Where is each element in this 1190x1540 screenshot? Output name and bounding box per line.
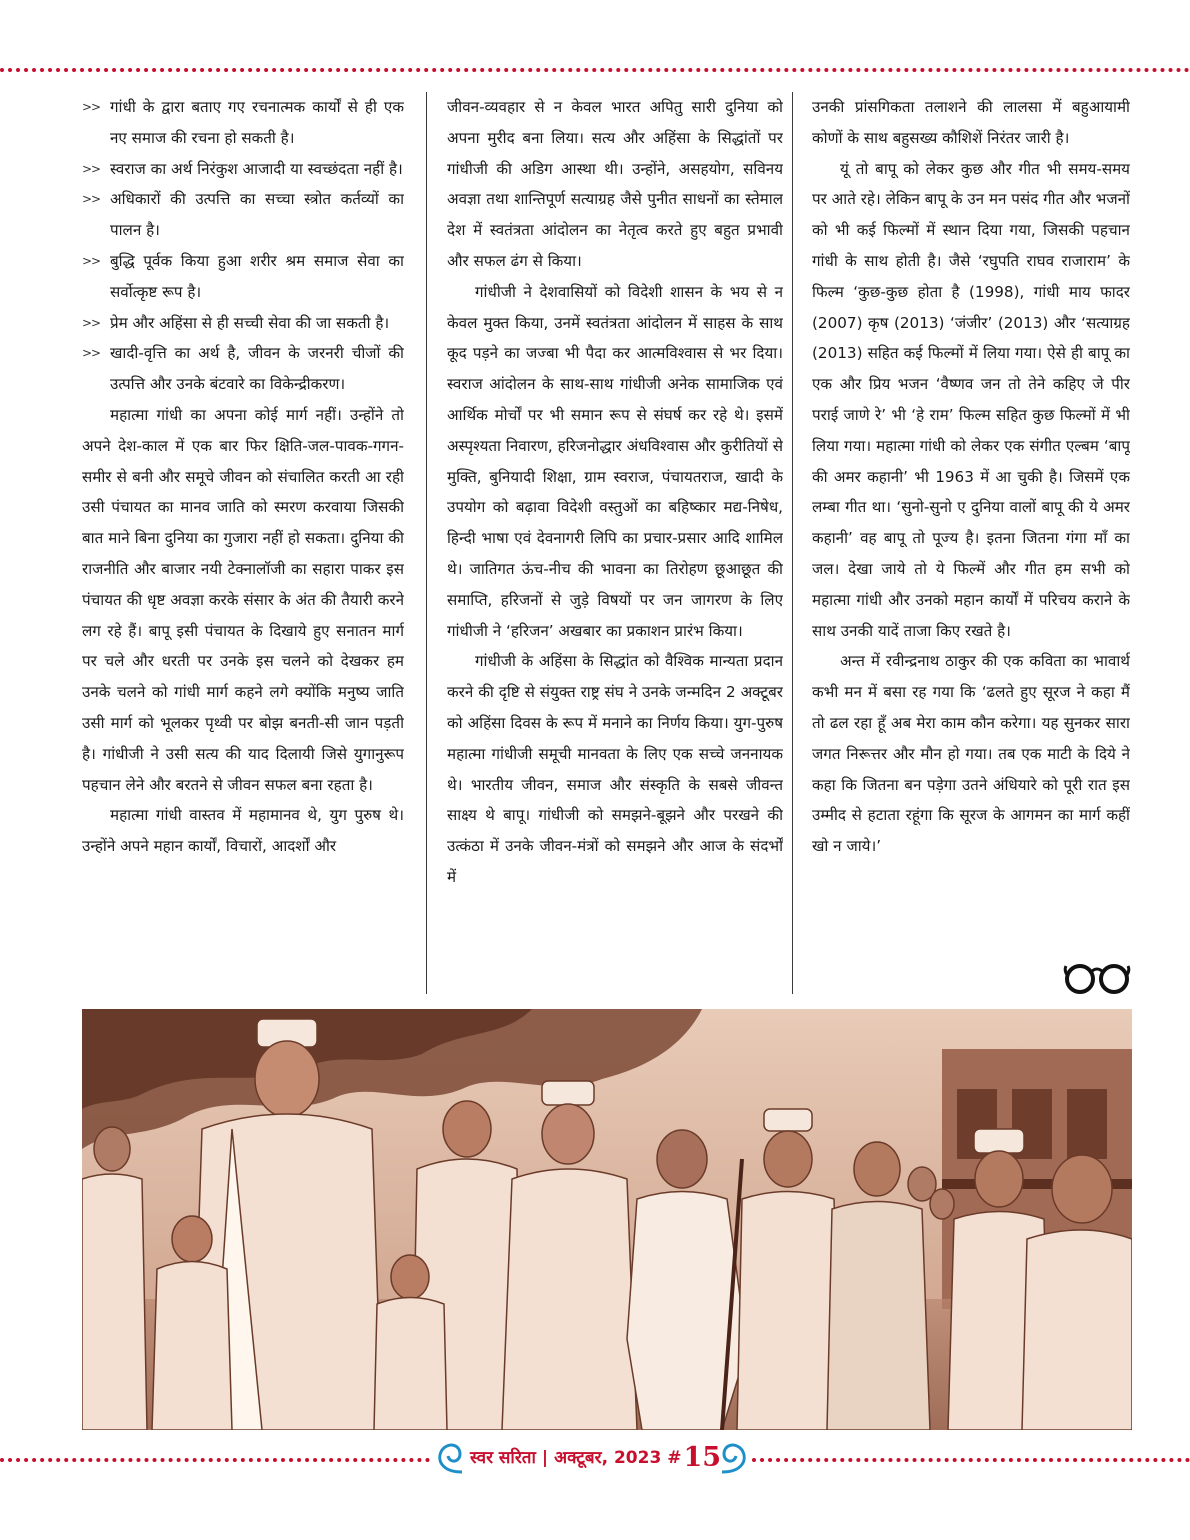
list-item [82,154,404,185]
column-3 [812,92,1130,994]
page-footer [0,1432,1190,1482]
page-number: 15 [683,1442,722,1473]
magazine-name: स्वर सरिता [470,1448,536,1468]
list-item-text: अधिकारों की उत्पत्ति का सच्चा स्त्रोत कर्तव्यों का पालन है। [110,190,404,240]
list-item-text: खादी-वृत्ति का अर्थ है, जीवन के जरनरी चीजों की उत्पत्ति और उनके बंटवारे का विकेन्द्रीकरण। [110,344,404,394]
list-item-text: गांधी के द्वारा बताए गए रचनात्मक कार्यों से ही एक नए समाज की रचना हो सकती है। [110,98,404,147]
column-1 [82,92,404,994]
paragraph: उनकी प्रांसगिकता तलाशने की लालसा में बहुआयामी कोणों के साथ बहुसख्य कौशिशें निरंतर जारी है। [812,98,1130,147]
list-item [82,184,404,246]
principles-list [82,92,404,400]
top-dotted-rule [0,68,1190,72]
list-item [82,92,404,154]
list-item [82,308,404,339]
list-item-text: प्रेम और अहिंसा से ही सच्ची सेवा की जा सकती है। [110,313,390,332]
paragraph: महात्मा गांधी वास्तव में महामानव थे, युग पुरुष थे। उन्होंने अपने महान कार्यों, विचारों, आदर्शों और [82,806,404,856]
paragraph: जीवन-व्यवहार से न केवल भारत अपितु सारी दुनिया को अपना मुरीद बना लिया। सत्य और अहिंसा के सिद्धांतों पर गांधीजी की अडिग आस्था थी। उन्होंने, असहयोग, सविनय अवज्ञा तथा शान्तिपूर्ण सत्याग्रह जैसे पुनीत साधनों का स्तेमाल देश में स्वतंत्रता आंदोलन का नेतृत्व करते हुए बहुत प्रभावी और सफल ढंग से किया। [447,98,783,270]
paragraph: गांधीजी के अहिंसा के सिद्धांत को वैश्विक मान्यता प्रदान करने की दृष्टि से संयुक्त राष्ट्र संघ ने उनके जन्मदिन 2 अक्टूबर को अहिंसा दिवस के रूप में मनाने का निर्णय किया। युग-पुरुष महात्मा गांधीजी समूची मानवता के लिए एक सच्चे जननायक थे। भारतीय जीवन, समाज और संस्कृति के सबसे जीवन्त साक्ष्य थे बापू। गांधीजी को समझने-बूझने और परखने की उत्कंठा में उनके जीवन-मंत्रों को समझने और आज के संदर्भों में [447,652,783,886]
footer-brand [448,1440,748,1476]
list-item-text: बुद्धि पूर्वक किया हुआ शरीर श्रम समाज सेवा का सर्वोत्कृष्ट रूप है। [110,251,404,301]
historical-photo [82,1009,1132,1430]
issue-date: अक्टूबर, 2023 [554,1448,662,1468]
bullet-marker-icon: >> [82,315,101,330]
list-item-text: स्वराज का अर्थ निरंकुश आजादी या स्वच्छंदता नहीं है। [110,159,403,178]
footer-separator: | [541,1448,549,1468]
list-item [82,246,404,308]
list-item [82,338,404,400]
column-2 [447,92,783,994]
bullet-marker-icon: >> [82,161,101,176]
hash-mark: # [667,1448,682,1468]
footer-dotted-rule [752,1458,1190,1462]
column-divider [426,92,427,994]
paragraph: यूं तो बापू को लेकर कुछ और गीत भी समय-समय पर आते रहे। लेकिन बापू के उन मन पसंद गीत और भजनों को भी कई फिल्मों में स्थान दिया गया, जिसकी पहचान गांधी के साथ होती है। जैसे ‘रघुपति राघव राजाराम’ के फिल्म ‘कुछ-कुछ होता है (1998), गांधी माय फादर (2007) कृष (2013) ‘जंजीर’ (2013) और ‘सत्याग्रह (2013) सहित कई फिल्मों में लिया गया। ऐसे ही बापू का एक और प्रिय भजन ‘वैष्णव जन तो तेने कहिए जे पीर पराई जाणे रे’ भी ‘हे राम’ फिल्म सहित कुछ फिल्मों में भी लिया गया। महात्मा गांधी को लेकर एक संगीत एल्बम ‘बापू की अमर कहानी’ भी 1963 में आ चुकी है। जिसमें एक लम्बा गीत था। ‘सुनो-सुनो ए दुनिया वालों बापू की ये अमर कहानी’ वह बापू तो पूज्य है। इतना जितना गंगा माँ का जल। देखा जाये तो ये फिल्में और गीत हम सभी को महात्मा गांधी और उनको महान कार्यों में परिचय कराने के साथ उनकी यादें ताजा किए रखते है। [812,159,1130,640]
photo-illustration [82,1009,1132,1430]
swirl-right-icon [716,1438,752,1478]
spectacles-icon [1062,960,1132,996]
paragraph: अन्त में रवीन्द्रनाथ ठाकुर की एक कविता का भावार्थ कभी मन में बसा रह गया कि ‘ढलते हुए सूरज ने कहा मैं तो ढल रहा हूँ अब मेरा काम कौन करेगा। यह सुनकर सारा जगत निरूत्तर और मौन हो गया। तब एक माटी के दिये ने कहा कि जितना बन पड़ेगा उतने अंधियारे को पूरी रात इस उम्मीद से हटाता रहूंगा कि सूरज के आगमन का मार्ग कहीं खो न जाये।’ [812,652,1130,856]
footer-dotted-rule [0,1458,430,1462]
paragraph: गांधीजी ने देशवासियों को विदेशी शासन के भय से न केवल मुक्त किया, उनमें स्वतंत्रता आंदोलन में साहस के साथ कूद पड़ने का जज्बा भी पैदा कर आत्मविश्वास से भर दिया। स्वराज आंदोलन के साथ-साथ गांधीजी अनेक सामाजिक एवं आर्थिक मोर्चों पर भी समान रूप से संघर्ष कर रहे थे। इसमें अस्पृश्यता निवारण, हरिजनोद्धार अंधविश्वास और कुरीतियों से मुक्ति, बुनियादी शिक्षा, ग्राम स्वराज, पंचायतराज, खादी के उपयोग को बढ़ावा विदेशी वस्तुओं का बहिष्कार मद्य-निषेध, हिन्दी भाषा एवं देवनागरी लिपि का प्रचार-प्रसार आदि शामिल थे। जातिगत ऊंच-नीच की भावना का तिरोहण छूआछूत की समाप्ति, हरिजनों से जुड़े विषयों पर जन जागरण के लिए गांधीजी ने ‘हरिजन’ अखबार का प्रकाशन प्रारंभ किया। [447,282,783,640]
bullet-marker-icon: >> [82,100,101,114]
column-divider [792,92,793,994]
paragraph: महात्मा गांधी का अपना कोई मार्ग नहीं। उन्होंने तो अपने देश-काल में एक बार फिर क्षिति-जल-पावक-गगन-समीर से बनी और समूचे जीवन को संचालित करती आ रही उसी पंचायत का मानव जाति को स्मरण करवाया जिसकी बात माने बिना दुनिया का गुजारा नहीं हो सकता। दुनिया की राजनीति और बाजार नयी टेक्नालॉजी का सहारा पाकर इस पंचायत की धृष्ट अवज्ञा करके संसार के अंत की तैयारी करने लग रहे हैं। बापू इसी पंचायत के दिखाये हुए सनातन मार्ग पर चले और धरती पर उनके इस चलने को देखकर हम उनके चलने को गांधी मार्ग कहने लगे क्योंकि मनुष्य जाति उसी मार्ग को भूलकर पृथ्वी पर बोझ बनती-सी जान पड़ती है। गांधीजी ने उसी सत्य की याद दिलायी जिसे युगानुरूप पहचान लेने और बरतने से जीवन सफल बना रहता है। [82,405,404,794]
bullet-marker-icon: >> [82,346,101,361]
bullet-marker-icon: >> [82,192,101,207]
bullet-marker-icon: >> [82,253,101,268]
